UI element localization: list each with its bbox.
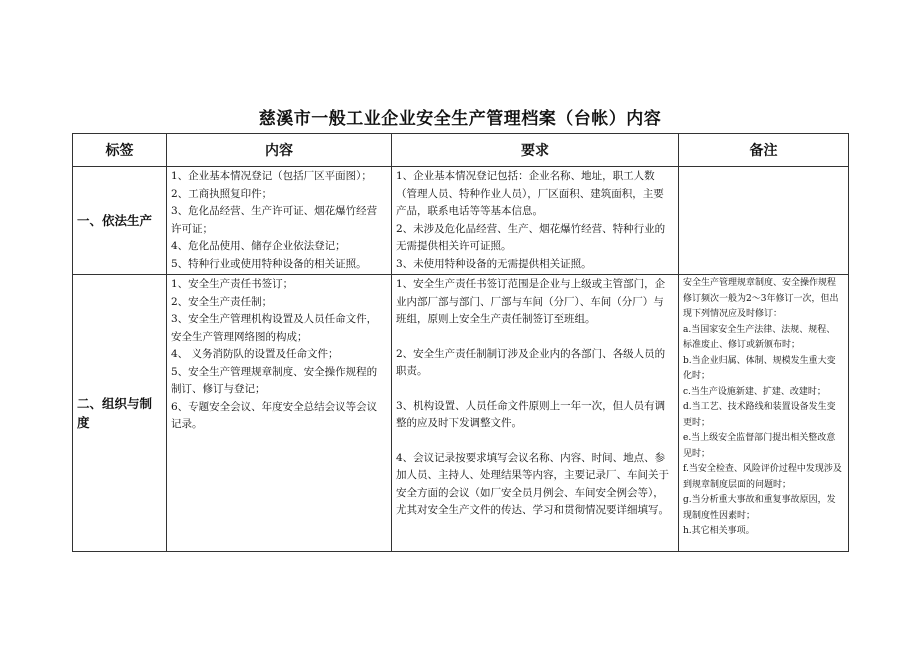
header-notes: 备注: [679, 134, 849, 167]
notes-cell: [679, 275, 849, 552]
content-item: 3、危化品经营、生产许可证、烟花爆竹经营许可证；: [171, 205, 378, 235]
page-title: 慈溪市一般工业企业安全生产管理档案（台帐）内容: [258, 109, 662, 129]
requirement-item: 4、会议记录按要求填写会议名称、内容、时间、地点、参加人员、主持人、处理结果等内容，主要记录厂、车间关于安全方面的会议（如厂安全员月例会、车间安全例会等），尤其对安全生产文件的传达、学习和贯彻情况要详细填写。: [396, 451, 669, 516]
content-item: 2、安全生产责任制；: [171, 295, 273, 308]
requirement-item: 1、安全生产责任书签订范围是企业与上级或主管部门，企业内部厂部与部门、厂部与车间（分厂）、车间（分厂）与班组，原则上安全生产责任制签订至班组。: [396, 278, 666, 325]
requirements-cell: [392, 275, 679, 552]
note-item: 安全生产管理规章制度、安全操作规程修订频次一般为2～3年修订一次，但出现下列情况应及时修订：: [683, 278, 839, 319]
requirement-item: 3、未使用特种设备的无需提供相关证照。: [396, 257, 592, 270]
note-item: f.当安全检查、风险评价过程中发现涉及到规章制度层面的问题时；: [683, 464, 842, 490]
content-item: 5、特种行业或使用特种设备的相关证照。: [171, 257, 367, 270]
content-cell: [167, 275, 392, 552]
table-row: [73, 167, 849, 275]
content-item: 6、专题安全会议、年度安全总结会议等会议记录。: [171, 400, 378, 430]
content-item: 5、安全生产管理规章制度、安全操作规程的制订、修订与登记；: [171, 365, 378, 395]
requirements-cell: [392, 167, 679, 275]
table-row: [73, 275, 849, 552]
header-content: 内容: [167, 134, 392, 167]
content-item: 1、安全生产责任书签订；: [171, 278, 294, 290]
note-item: d.当工艺、技术路线和装置设备发生变更时；: [683, 402, 836, 428]
requirement-item: 3、机构设置、人员任命文件原则上一年一次，但人员有调整的应及时下发调整文件。: [396, 399, 666, 429]
row-label: 二、组织与制度: [73, 275, 167, 552]
requirement-item: 2、未涉及危化品经营、生产、烟花爆竹经营、特种行业的无需提供相关许可证照。: [396, 222, 666, 252]
note-item: g.当分析重大事故和重复事故原因，发现制度性因素时；: [683, 495, 836, 521]
row-label: 一、依法生产: [73, 167, 167, 275]
note-item: e.当上级安全监督部门提出相关整改意见时；: [683, 433, 836, 459]
header-requirements: 要求: [392, 134, 679, 167]
note-item: a.当国家安全生产法律、法规、规程、标准废止、修订或新颁布时；: [683, 324, 836, 350]
content-item: 2、工商执照复印件；: [171, 187, 273, 200]
content-item: 4、危化品使用、储存企业依法登记；: [171, 240, 346, 252]
content-item: 3、安全生产管理机构设置及人员任命文件，安全生产管理网络图的构成；: [171, 313, 378, 343]
header-label: 标签: [73, 134, 167, 167]
notes-cell: [679, 167, 849, 275]
header-row: [73, 134, 849, 167]
requirement-item: 1、企业基本情况登记包括：企业名称、地址，职工人数（管理人员、特种作业人员），厂区面积、建筑面积，主要产品，联系电话等等基本信息。: [396, 170, 664, 217]
note-item: c.当生产设施新建、扩建、改建时；: [683, 386, 826, 397]
content-item: 4、 义务消防队的设置及任命文件；: [171, 348, 339, 360]
note-item: h.其它相关事项。: [683, 526, 755, 536]
archive-table: [72, 133, 849, 552]
content-item: 1、企业基本情况登记（包括厂区平面图）；: [171, 170, 372, 182]
requirement-item: 2、安全生产责任制制订涉及企业内的各部门、各级人员的职责。: [396, 347, 666, 377]
note-item: b.当企业归属、体制、规模发生重大变化时；: [683, 355, 836, 381]
content-cell: [167, 167, 392, 275]
